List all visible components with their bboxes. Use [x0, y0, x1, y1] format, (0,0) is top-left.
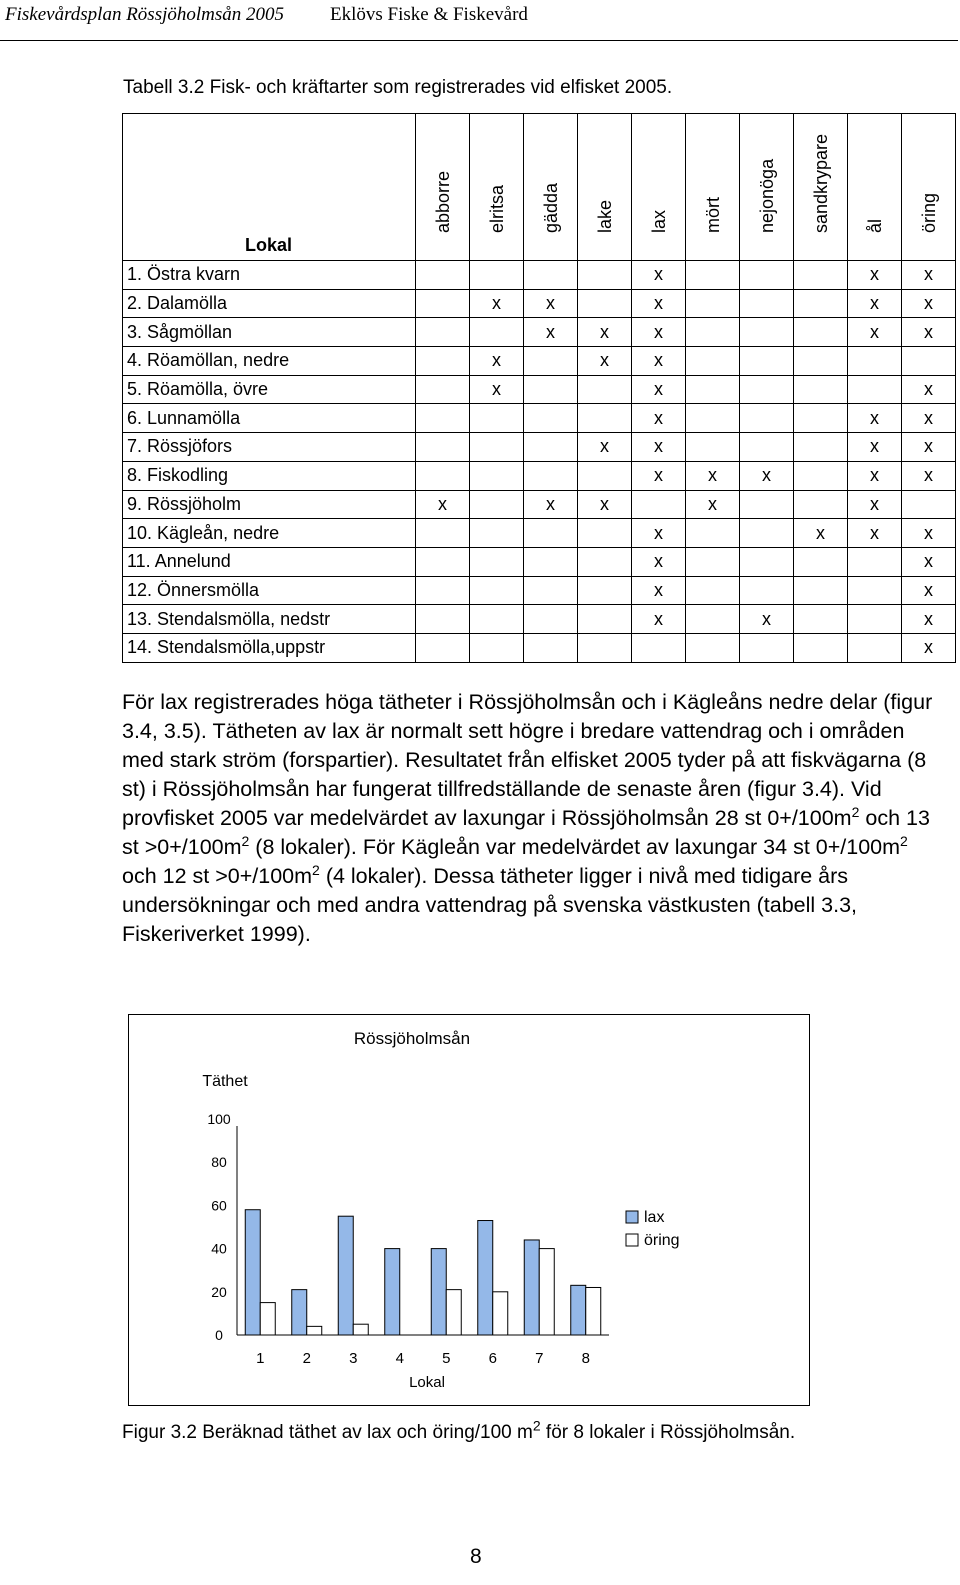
- presence-cell: [740, 519, 794, 548]
- presence-cell: x: [470, 347, 524, 376]
- presence-cell: [794, 605, 848, 634]
- presence-cell: x: [632, 261, 686, 290]
- presence-cell: x: [902, 461, 956, 490]
- presence-cell: [794, 261, 848, 290]
- presence-cell: x: [578, 490, 632, 519]
- presence-cell: [902, 490, 956, 519]
- y-tick-label: 0: [215, 1327, 223, 1343]
- lokal-name: 9. Rössjöholm: [123, 490, 416, 519]
- presence-cell: x: [632, 347, 686, 376]
- species-header: [578, 114, 632, 261]
- lokal-name: 5. Röamölla, övre: [123, 375, 416, 404]
- lokal-name: 4. Röamöllan, nedre: [123, 347, 416, 376]
- presence-cell: [848, 576, 902, 605]
- presence-cell: [848, 633, 902, 662]
- lokal-name: 12. Önnersmölla: [123, 576, 416, 605]
- presence-cell: x: [902, 318, 956, 347]
- presence-cell: [524, 547, 578, 576]
- bar-lax: [478, 1221, 493, 1335]
- body-paragraph: [122, 688, 942, 949]
- table-body: [123, 261, 956, 663]
- presence-cell: [578, 519, 632, 548]
- presence-cell: [902, 347, 956, 376]
- presence-cell: [740, 375, 794, 404]
- presence-cell: [848, 547, 902, 576]
- presence-cell: [524, 261, 578, 290]
- presence-cell: [686, 347, 740, 376]
- table-row: [123, 404, 956, 433]
- species-label: elritsa: [486, 184, 507, 233]
- presence-cell: [416, 433, 470, 462]
- bar-oring: [493, 1292, 508, 1335]
- x-tick-label: 7: [535, 1350, 544, 1367]
- species-header: [848, 114, 902, 261]
- presence-cell: x: [902, 375, 956, 404]
- presence-cell: [470, 404, 524, 433]
- presence-cell: x: [632, 433, 686, 462]
- presence-cell: x: [686, 490, 740, 519]
- presence-cell: x: [902, 289, 956, 318]
- x-tick-label: 6: [488, 1350, 497, 1367]
- presence-cell: x: [632, 519, 686, 548]
- species-label: lax: [648, 209, 669, 233]
- presence-cell: [470, 547, 524, 576]
- presence-cell: [524, 576, 578, 605]
- presence-cell: [470, 519, 524, 548]
- presence-cell: x: [632, 318, 686, 347]
- presence-cell: [794, 547, 848, 576]
- page-number: 8: [470, 1545, 482, 1568]
- para-sup-3: 2: [900, 832, 908, 849]
- presence-cell: [578, 289, 632, 318]
- table-row: [123, 547, 956, 576]
- presence-cell: [740, 633, 794, 662]
- x-tick-label: 4: [395, 1350, 404, 1367]
- presence-cell: [794, 318, 848, 347]
- presence-cell: x: [578, 318, 632, 347]
- y-tick-label: 40: [211, 1240, 227, 1257]
- presence-cell: [686, 261, 740, 290]
- x-tick-label: 3: [349, 1350, 358, 1367]
- figure-caption-text-2: för 8 lokaler i Rössjöholmsån.: [540, 1422, 796, 1443]
- presence-cell: [524, 633, 578, 662]
- presence-cell: x: [902, 404, 956, 433]
- presence-cell: [740, 261, 794, 290]
- presence-cell: x: [848, 289, 902, 318]
- para-sup-1: 2: [851, 803, 860, 820]
- presence-cell: x: [902, 433, 956, 462]
- para-text-3: (8 lokaler). För Kägleån var medelvärdet av laxungar 34 st 0+/100m: [249, 835, 901, 859]
- bar-oring: [307, 1326, 322, 1335]
- x-tick-label: 5: [442, 1350, 451, 1367]
- presence-cell: [416, 519, 470, 548]
- presence-cell: [794, 375, 848, 404]
- header-author: Eklövs Fiske & Fiskevård: [330, 4, 528, 25]
- presence-cell: x: [578, 347, 632, 376]
- y-tick-label: 80: [211, 1154, 227, 1171]
- presence-cell: [686, 289, 740, 318]
- species-label: abborre: [432, 170, 453, 233]
- presence-cell: [578, 375, 632, 404]
- presence-cell: [416, 261, 470, 290]
- bar-lax: [524, 1240, 539, 1335]
- presence-cell: [794, 461, 848, 490]
- presence-cell: [686, 547, 740, 576]
- presence-cell: x: [794, 519, 848, 548]
- y-tick-label: 20: [211, 1283, 227, 1300]
- presence-cell: [416, 461, 470, 490]
- presence-cell: [578, 605, 632, 634]
- legend-swatch: [626, 1234, 638, 1246]
- presence-cell: [794, 576, 848, 605]
- presence-cell: [470, 633, 524, 662]
- presence-cell: x: [470, 375, 524, 404]
- presence-cell: [740, 433, 794, 462]
- species-table: [122, 113, 956, 663]
- chart-bars: [245, 1210, 601, 1335]
- presence-cell: x: [848, 404, 902, 433]
- presence-cell: x: [632, 375, 686, 404]
- presence-cell: x: [848, 318, 902, 347]
- table-row: [123, 519, 956, 548]
- header-divider: [0, 40, 958, 41]
- presence-cell: [686, 375, 740, 404]
- figure-caption-sup: 2: [532, 1417, 541, 1434]
- presence-cell: [524, 375, 578, 404]
- presence-cell: [416, 576, 470, 605]
- table-row: [123, 605, 956, 634]
- header-document-title: Fiskevårdsplan Rössjöholmsån 2005: [5, 4, 285, 25]
- table-row: [123, 433, 956, 462]
- bar-lax: [245, 1210, 260, 1335]
- presence-cell: [686, 633, 740, 662]
- y-tick-label: 60: [211, 1197, 227, 1214]
- presence-cell: [416, 375, 470, 404]
- presence-cell: x: [848, 261, 902, 290]
- presence-cell: x: [632, 605, 686, 634]
- presence-cell: x: [848, 519, 902, 548]
- presence-cell: [686, 318, 740, 347]
- presence-cell: [470, 261, 524, 290]
- presence-cell: [416, 318, 470, 347]
- lokal-name: 3. Sågmöllan: [123, 318, 416, 347]
- lokal-header: Lokal: [123, 114, 416, 261]
- bar-oring: [353, 1324, 368, 1335]
- bar-lax: [571, 1285, 586, 1335]
- para-text-5: (4 lokaler). Dessa tätheter ligger i nivå med tidigare års undersökningar och med andra vattendrag på svenska västkusten (tabell 3.3, Fiskeriverket 1999).: [122, 864, 858, 946]
- bar-lax: [338, 1216, 353, 1335]
- presence-cell: [470, 490, 524, 519]
- presence-cell: [416, 547, 470, 576]
- species-header: [632, 114, 686, 261]
- presence-cell: [794, 490, 848, 519]
- presence-cell: [740, 289, 794, 318]
- presence-cell: x: [902, 519, 956, 548]
- table-row: [123, 461, 956, 490]
- presence-cell: [578, 576, 632, 605]
- species-header: [470, 114, 524, 261]
- presence-cell: [686, 519, 740, 548]
- species-header: [686, 114, 740, 261]
- presence-cell: [740, 404, 794, 433]
- lokal-name: 11. Annelund: [123, 547, 416, 576]
- legend-label: öring: [644, 1232, 680, 1249]
- presence-cell: [524, 433, 578, 462]
- presence-cell: [524, 347, 578, 376]
- bar-oring: [586, 1287, 601, 1335]
- species-header: [902, 114, 956, 261]
- x-tick-label: 8: [581, 1350, 590, 1367]
- bar-lax: [385, 1249, 400, 1335]
- presence-cell: x: [632, 461, 686, 490]
- figure-caption: [122, 1417, 796, 1444]
- presence-cell: x: [578, 433, 632, 462]
- table-row: [123, 347, 956, 376]
- presence-cell: [740, 490, 794, 519]
- presence-cell: [578, 461, 632, 490]
- presence-cell: [794, 633, 848, 662]
- presence-cell: x: [848, 490, 902, 519]
- species-label: lake: [594, 199, 615, 233]
- presence-cell: [470, 318, 524, 347]
- presence-cell: [470, 461, 524, 490]
- presence-cell: [740, 547, 794, 576]
- species-header: [794, 114, 848, 261]
- presence-cell: [470, 433, 524, 462]
- presence-cell: x: [632, 289, 686, 318]
- legend-swatch: [626, 1211, 638, 1223]
- lokal-name: 2. Dalamölla: [123, 289, 416, 318]
- species-header: [740, 114, 794, 261]
- species-header: [416, 114, 470, 261]
- para-sup-4: 2: [312, 861, 320, 878]
- presence-cell: [848, 375, 902, 404]
- presence-cell: x: [686, 461, 740, 490]
- presence-cell: [416, 605, 470, 634]
- legend-label: lax: [644, 1209, 665, 1226]
- species-label: öring: [918, 192, 939, 233]
- presence-cell: [632, 490, 686, 519]
- figure-caption-text-1: Figur 3.2 Beräknad täthet av lax och öring/100 m: [122, 1422, 533, 1443]
- presence-cell: x: [902, 576, 956, 605]
- presence-cell: [578, 633, 632, 662]
- presence-cell: [794, 289, 848, 318]
- presence-cell: [794, 347, 848, 376]
- bar-oring: [446, 1290, 461, 1335]
- presence-cell: x: [902, 261, 956, 290]
- para-text-1: För lax registrerades höga tätheter i Rössjöholmsån och i Kägleåns nedre delar (figur 3.4, 3.5). Tätheten av lax är normalt sett högre i bredare vattendrag och i områden med stark ström (forspartier). Resultatet från elfisket 2005 tyder på att fiskvägarna (8 st) i Rössjöholmsån har fungerat tillfredställande de senaste åren (figur 3.4). Vid provfisket 2005 var medelvärdet av laxungar i Rössjöholmsån 28 st 0+/100m: [122, 690, 933, 830]
- presence-cell: [524, 605, 578, 634]
- presence-cell: [578, 547, 632, 576]
- presence-cell: [740, 347, 794, 376]
- lokal-name: 13. Stendalsmölla, nedstr: [123, 605, 416, 634]
- presence-cell: [578, 261, 632, 290]
- presence-cell: [578, 404, 632, 433]
- lokal-name: 1. Östra kvarn: [123, 261, 416, 290]
- presence-cell: [794, 404, 848, 433]
- presence-cell: x: [632, 404, 686, 433]
- lokal-name: 6. Lunnamölla: [123, 404, 416, 433]
- presence-cell: [416, 633, 470, 662]
- presence-cell: x: [848, 461, 902, 490]
- table-row: [123, 289, 956, 318]
- x-tick-label: 2: [302, 1350, 311, 1367]
- table-row: [123, 375, 956, 404]
- presence-cell: [524, 461, 578, 490]
- lokal-name: 8. Fiskodling: [123, 461, 416, 490]
- x-tick-label: 1: [256, 1350, 265, 1367]
- presence-cell: [686, 576, 740, 605]
- presence-cell: [470, 605, 524, 634]
- presence-cell: [524, 404, 578, 433]
- presence-cell: [470, 576, 524, 605]
- species-label: gädda: [540, 182, 561, 233]
- para-text-2: och 13 st >0+/100m: [122, 806, 930, 859]
- presence-cell: [524, 519, 578, 548]
- chart-legend: [626, 1209, 680, 1249]
- table-caption: Tabell 3.2 Fisk- och kräftarter som registrerades vid elfisket 2005.: [123, 77, 673, 98]
- table-row: [123, 576, 956, 605]
- bar-oring: [260, 1303, 275, 1335]
- presence-cell: x: [524, 289, 578, 318]
- presence-cell: x: [524, 490, 578, 519]
- presence-cell: [686, 404, 740, 433]
- presence-cell: x: [902, 605, 956, 634]
- presence-cell: [632, 633, 686, 662]
- para-sup-2: 2: [241, 832, 250, 849]
- table-row: [123, 261, 956, 290]
- presence-cell: x: [632, 576, 686, 605]
- bar-lax: [431, 1249, 446, 1335]
- species-label: nejonöga: [756, 158, 777, 233]
- presence-cell: x: [416, 490, 470, 519]
- presence-cell: [794, 433, 848, 462]
- species-label: ål: [864, 218, 885, 233]
- chart-x-label: Lokal: [409, 1374, 445, 1391]
- chart-y-label: Täthet: [202, 1073, 248, 1090]
- presence-cell: x: [470, 289, 524, 318]
- presence-cell: x: [848, 433, 902, 462]
- presence-cell: x: [632, 547, 686, 576]
- lokal-name: 10. Kägleån, nedre: [123, 519, 416, 548]
- presence-cell: [686, 605, 740, 634]
- chart-frame: [128, 1014, 810, 1406]
- presence-cell: x: [902, 547, 956, 576]
- presence-cell: [416, 347, 470, 376]
- lokal-name: 7. Rössjöfors: [123, 433, 416, 462]
- y-tick-label: 100: [207, 1111, 231, 1127]
- lokal-name: 14. Stendalsmölla,uppstr: [123, 633, 416, 662]
- presence-cell: x: [524, 318, 578, 347]
- presence-cell: x: [740, 461, 794, 490]
- species-header: [524, 114, 578, 261]
- species-label: mört: [702, 197, 723, 233]
- presence-cell: [848, 347, 902, 376]
- table-row: [123, 318, 956, 347]
- presence-cell: [848, 605, 902, 634]
- bar-lax: [292, 1290, 307, 1335]
- table-header-row: [123, 114, 956, 261]
- species-label: sandkrypare: [810, 133, 831, 233]
- table-row: [123, 490, 956, 519]
- presence-cell: [686, 433, 740, 462]
- presence-cell: [416, 289, 470, 318]
- presence-cell: [740, 318, 794, 347]
- presence-cell: [740, 576, 794, 605]
- presence-cell: x: [740, 605, 794, 634]
- density-chart: [129, 1015, 809, 1405]
- bar-oring: [539, 1249, 554, 1335]
- presence-cell: [416, 404, 470, 433]
- table-row: [123, 633, 956, 662]
- presence-cell: x: [902, 633, 956, 662]
- chart-title: Rössjöholmsån: [353, 1029, 471, 1048]
- para-text-4: och 12 st >0+/100m: [122, 864, 313, 888]
